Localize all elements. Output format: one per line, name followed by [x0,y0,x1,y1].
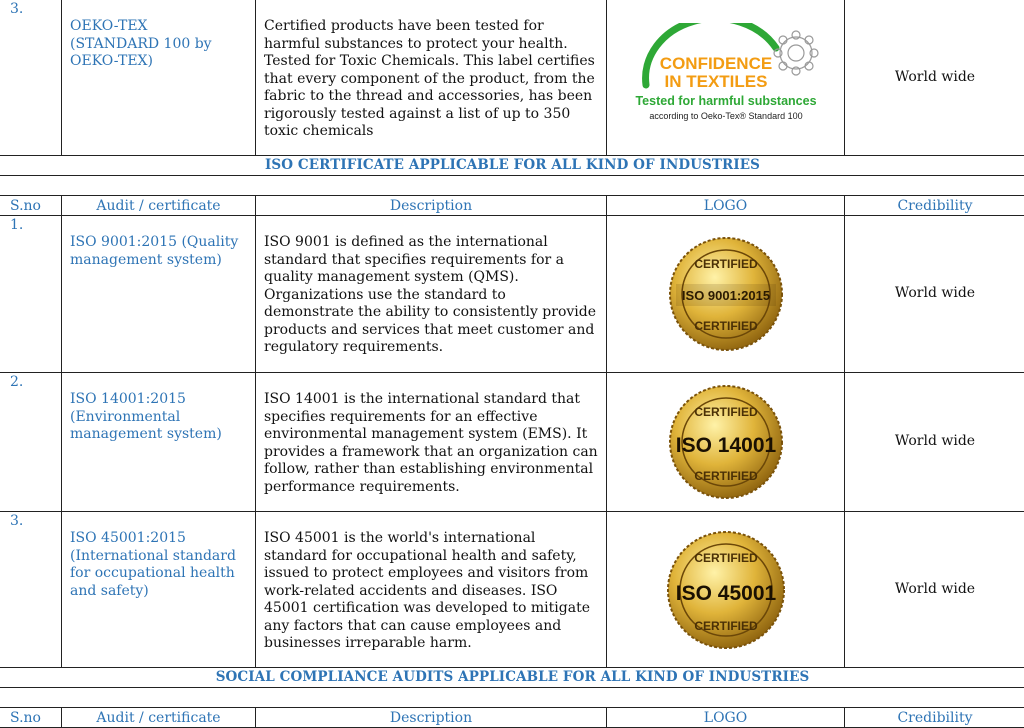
oeko-logo-line4: according to Oeko-Tex® Standard 100 [649,111,802,121]
row-audit-name: ISO 14001:2015 (Environmental management system) [62,373,256,512]
table-row [0,216,1024,373]
seal-main-text: ISO 45001 [675,582,776,605]
header-audit: Audit / certificate [62,196,256,216]
seal-main-text: ISO 14001 [675,434,776,457]
row-description: ISO 45001 is the world's international standard for occupational health and safety, issued to protect employees and visitors from work-related accidents and diseases. ISO 45001 certification was developed to mitigate any factors that can cause employees and businesses irreparable harm. [256,512,607,668]
row-sno: 3. [0,0,62,156]
iso-seal [607,512,845,668]
oeko-audit-sub: (STANDARD 100 by OEKO-TEX) [70,36,247,71]
oeko-logo-line2: IN TEXTILES [664,72,767,91]
row-audit-name [62,0,256,156]
header-credibility: Credibility [845,708,1024,728]
row-description: ISO 9001 is defined as the international standard that specifies requirements for a quality management system (QMS). Organizations use the standard to demonstrate the ability to consistently provide products and services that meet customer and regulatory requirements. [256,216,607,373]
header-sno: S.no [0,196,62,216]
header-description: Description [256,708,607,728]
gold-seal-icon [666,234,786,354]
seal-top-text: CERTIFIED [694,551,758,565]
seal-main-text: ISO 9001:2015 [681,288,769,303]
table-header-row [0,196,1024,216]
header-credibility: Credibility [845,196,1024,216]
iso-seal [607,373,845,512]
header-audit: Audit / certificate [62,708,256,728]
header-sno: S.no [0,708,62,728]
oeko-logo-line3: Tested for harmful substances [635,94,816,108]
table-row-oeko-tex [0,0,1024,156]
oeko-tex-logo-icon [626,23,826,133]
table-row [0,512,1024,668]
oeko-logo-line1: CONFIDENCE [659,54,771,73]
seal-top-text: CERTIFIED [694,405,758,419]
row-sno: 3. [0,512,62,668]
header-description: Description [256,196,607,216]
row-audit-name: ISO 45001:2015 (International standard for occupational health and safety) [62,512,256,668]
oeko-audit-line: OEKO-TEX [70,18,247,36]
row-sno: 2. [0,373,62,512]
row-audit-name: ISO 9001:2015 (Quality management system) [62,216,256,373]
row-credibility: World wide [845,373,1024,512]
row-description: Certified products have been tested for harmful substances to protect your health. Tested for Toxic Chemicals. This label certifies that every component of the product, from the fabric to the thread and accessories, has been rigorously tested against a list of up to 350 toxic chemicals [256,0,607,156]
row-description: ISO 14001 is the international standard that specifies requirements for an effective environmental management system (EMS). It provides a framework that an organization can follow, rather than establishing environmental performance requirements. [256,373,607,512]
section-title-social: SOCIAL COMPLIANCE AUDITS APPLICABLE FOR ALL KIND OF INDUSTRIES [0,668,1024,688]
seal-bottom-text: CERTIFIED [694,319,758,333]
section-spacer [0,688,1024,708]
seal-top-text: CERTIFIED [694,257,758,271]
gold-seal-icon [666,382,786,502]
section-title-iso: ISO CERTIFICATE APPLICABLE FOR ALL KIND OF INDUSTRIES [0,156,1024,176]
gold-seal-icon [664,528,788,652]
row-credibility: World wide [845,512,1024,668]
section-spacer [0,176,1024,196]
row-sno: 1. [0,216,62,373]
iso-seal [607,216,845,373]
row-credibility: World wide [845,0,1024,156]
row-credibility: World wide [845,216,1024,373]
header-logo: LOGO [607,708,845,728]
seal-bottom-text: CERTIFIED [694,469,758,483]
header-logo: LOGO [607,196,845,216]
table-row [0,373,1024,512]
seal-bottom-text: CERTIFIED [694,619,758,633]
oeko-tex-logo [607,0,845,156]
